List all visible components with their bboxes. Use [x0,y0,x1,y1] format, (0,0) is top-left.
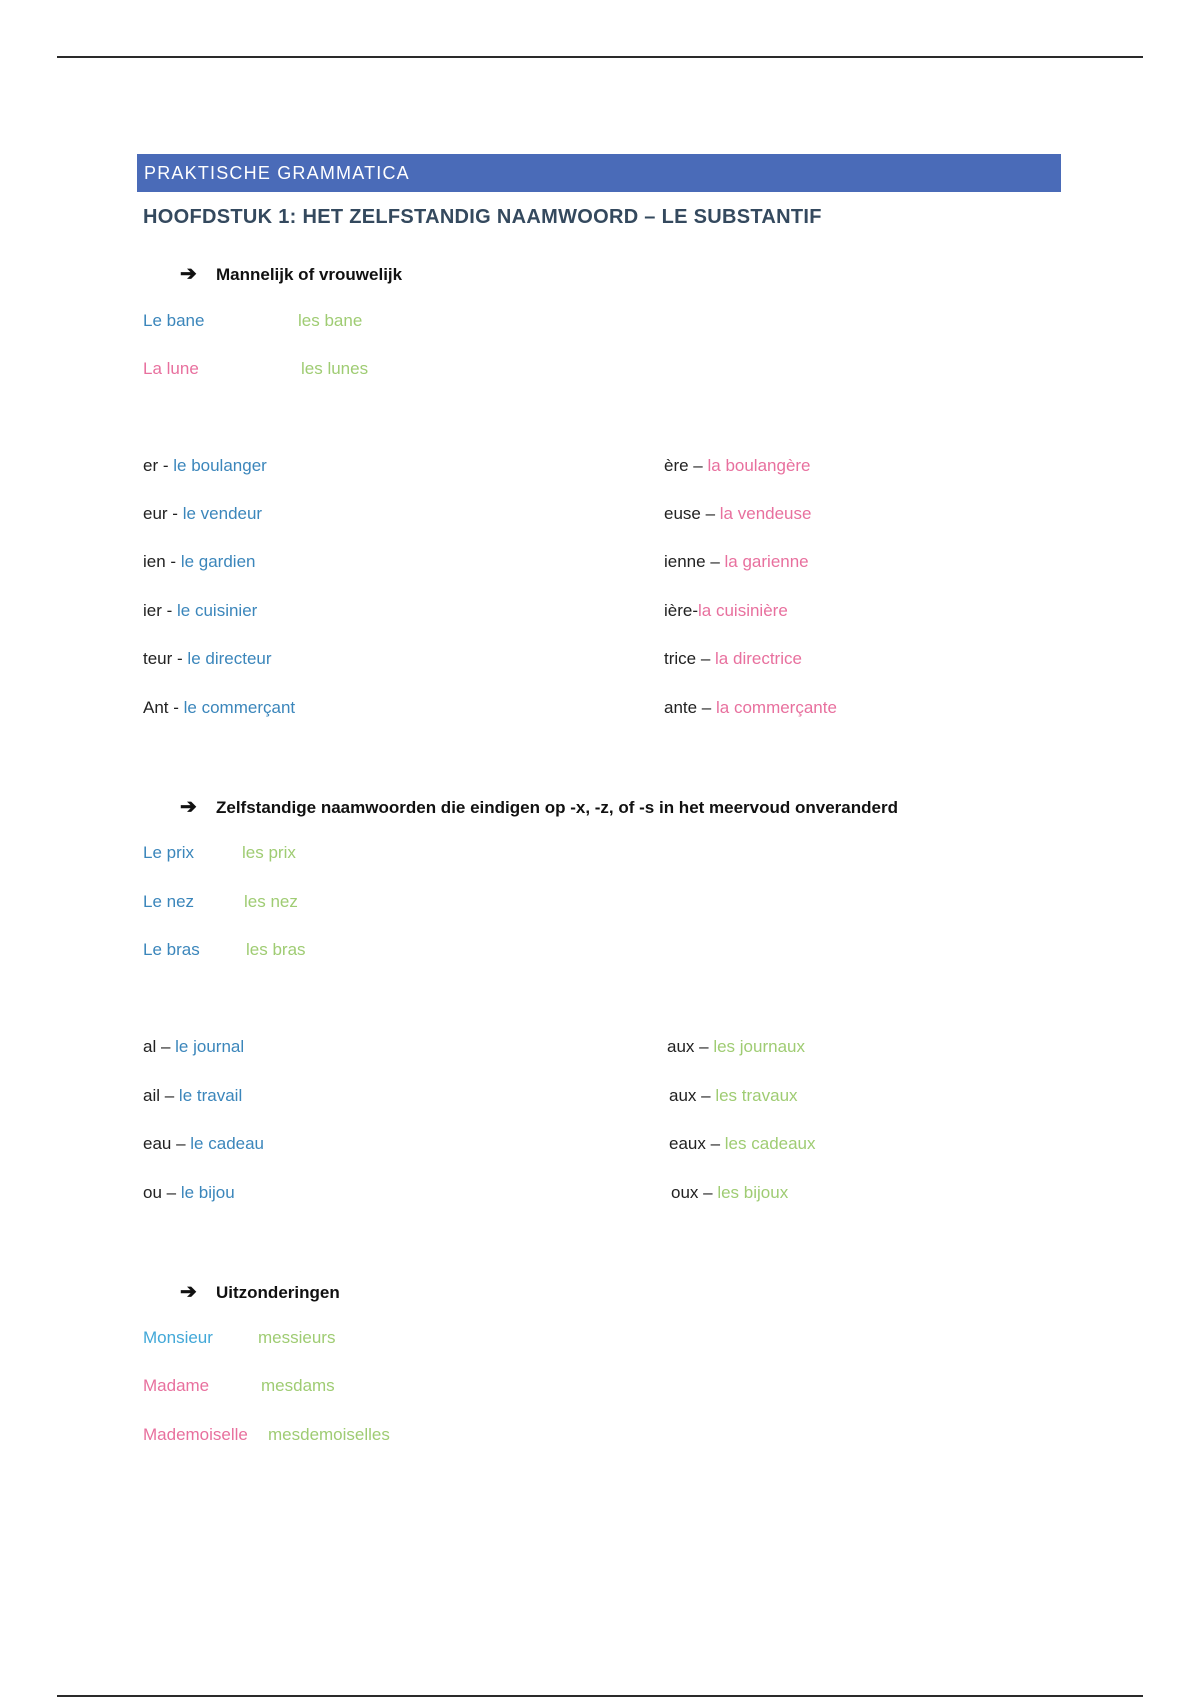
heading-unchanged-plural [180,794,898,819]
ending-feminine: trice – la directrice [664,649,802,668]
pair-plural: mesdams [261,1376,335,1395]
pair-plural: les lunes [301,359,369,378]
pair-singular: Madame [143,1376,210,1395]
section-banner: PRAKTISCHE GRAMMATICA [137,154,1061,192]
ending-masculine: teur - le directeur [143,649,272,668]
pair-plural: les prix [242,843,296,862]
ending-masculine: ier - le cuisinier [143,601,258,620]
pair-singular: Le prix [143,843,195,862]
arrow-right-icon: ➔ [180,263,197,285]
heading-unchanged-plural-label: Zelfstandige naamwoorden die eindigen op -x, -z, of -s in het meervoud onveranderd [216,798,898,817]
ending-masculine: Ant - le commerçant [143,698,296,717]
ending-feminine: euse – la vendeuse [664,504,812,523]
top-divider [57,56,1143,58]
ending-feminine: ère – la boulangère [664,456,811,475]
heading-exceptions-label: Uitzonderingen [216,1283,340,1302]
arrow-right-icon: ➔ [180,1281,197,1303]
chapter-title: HOOFDSTUK 1: HET ZELFSTANDIG NAAMWOORD – LE SUBSTANTIF [143,206,822,228]
arrow-right-icon: ➔ [180,796,197,818]
ending-singular: al – le journal [143,1037,245,1056]
ending-singular: eau – le cadeau [143,1134,265,1153]
pair-singular: Le bane [143,311,205,330]
ending-plural: aux – les travaux [669,1086,798,1105]
heading-gender-label: Mannelijk of vrouwelijk [216,265,403,284]
pair-singular: Mademoiselle [143,1425,248,1444]
pair-plural: messieurs [258,1328,336,1347]
ending-masculine: ien - le gardien [143,552,256,571]
pair-plural: les bane [298,311,363,330]
ending-masculine: er - le boulanger [143,456,267,475]
ending-feminine: ière-la cuisinière [664,601,788,620]
ending-plural: oux – les bijoux [671,1183,789,1202]
heading-gender [180,261,402,286]
pair-singular: Le nez [143,892,195,911]
bottom-divider [57,1695,1143,1697]
pair-plural: les nez [244,892,298,911]
ending-singular: ou – le bijou [143,1183,235,1202]
ending-masculine: eur - le vendeur [143,504,263,523]
pair-singular: La lune [143,359,199,378]
ending-plural: aux – les journaux [667,1037,805,1056]
pair-plural: mesdemoiselles [268,1425,390,1444]
ending-singular: ail – le travail [143,1086,243,1105]
pair-singular: Monsieur [143,1328,213,1347]
ending-feminine: ienne – la garienne [664,552,809,571]
heading-exceptions [180,1279,340,1304]
ending-plural: eaux – les cadeaux [669,1134,816,1153]
pair-singular: Le bras [143,940,200,959]
ending-feminine: ante – la commerçante [664,698,837,717]
pair-plural: les bras [246,940,306,959]
